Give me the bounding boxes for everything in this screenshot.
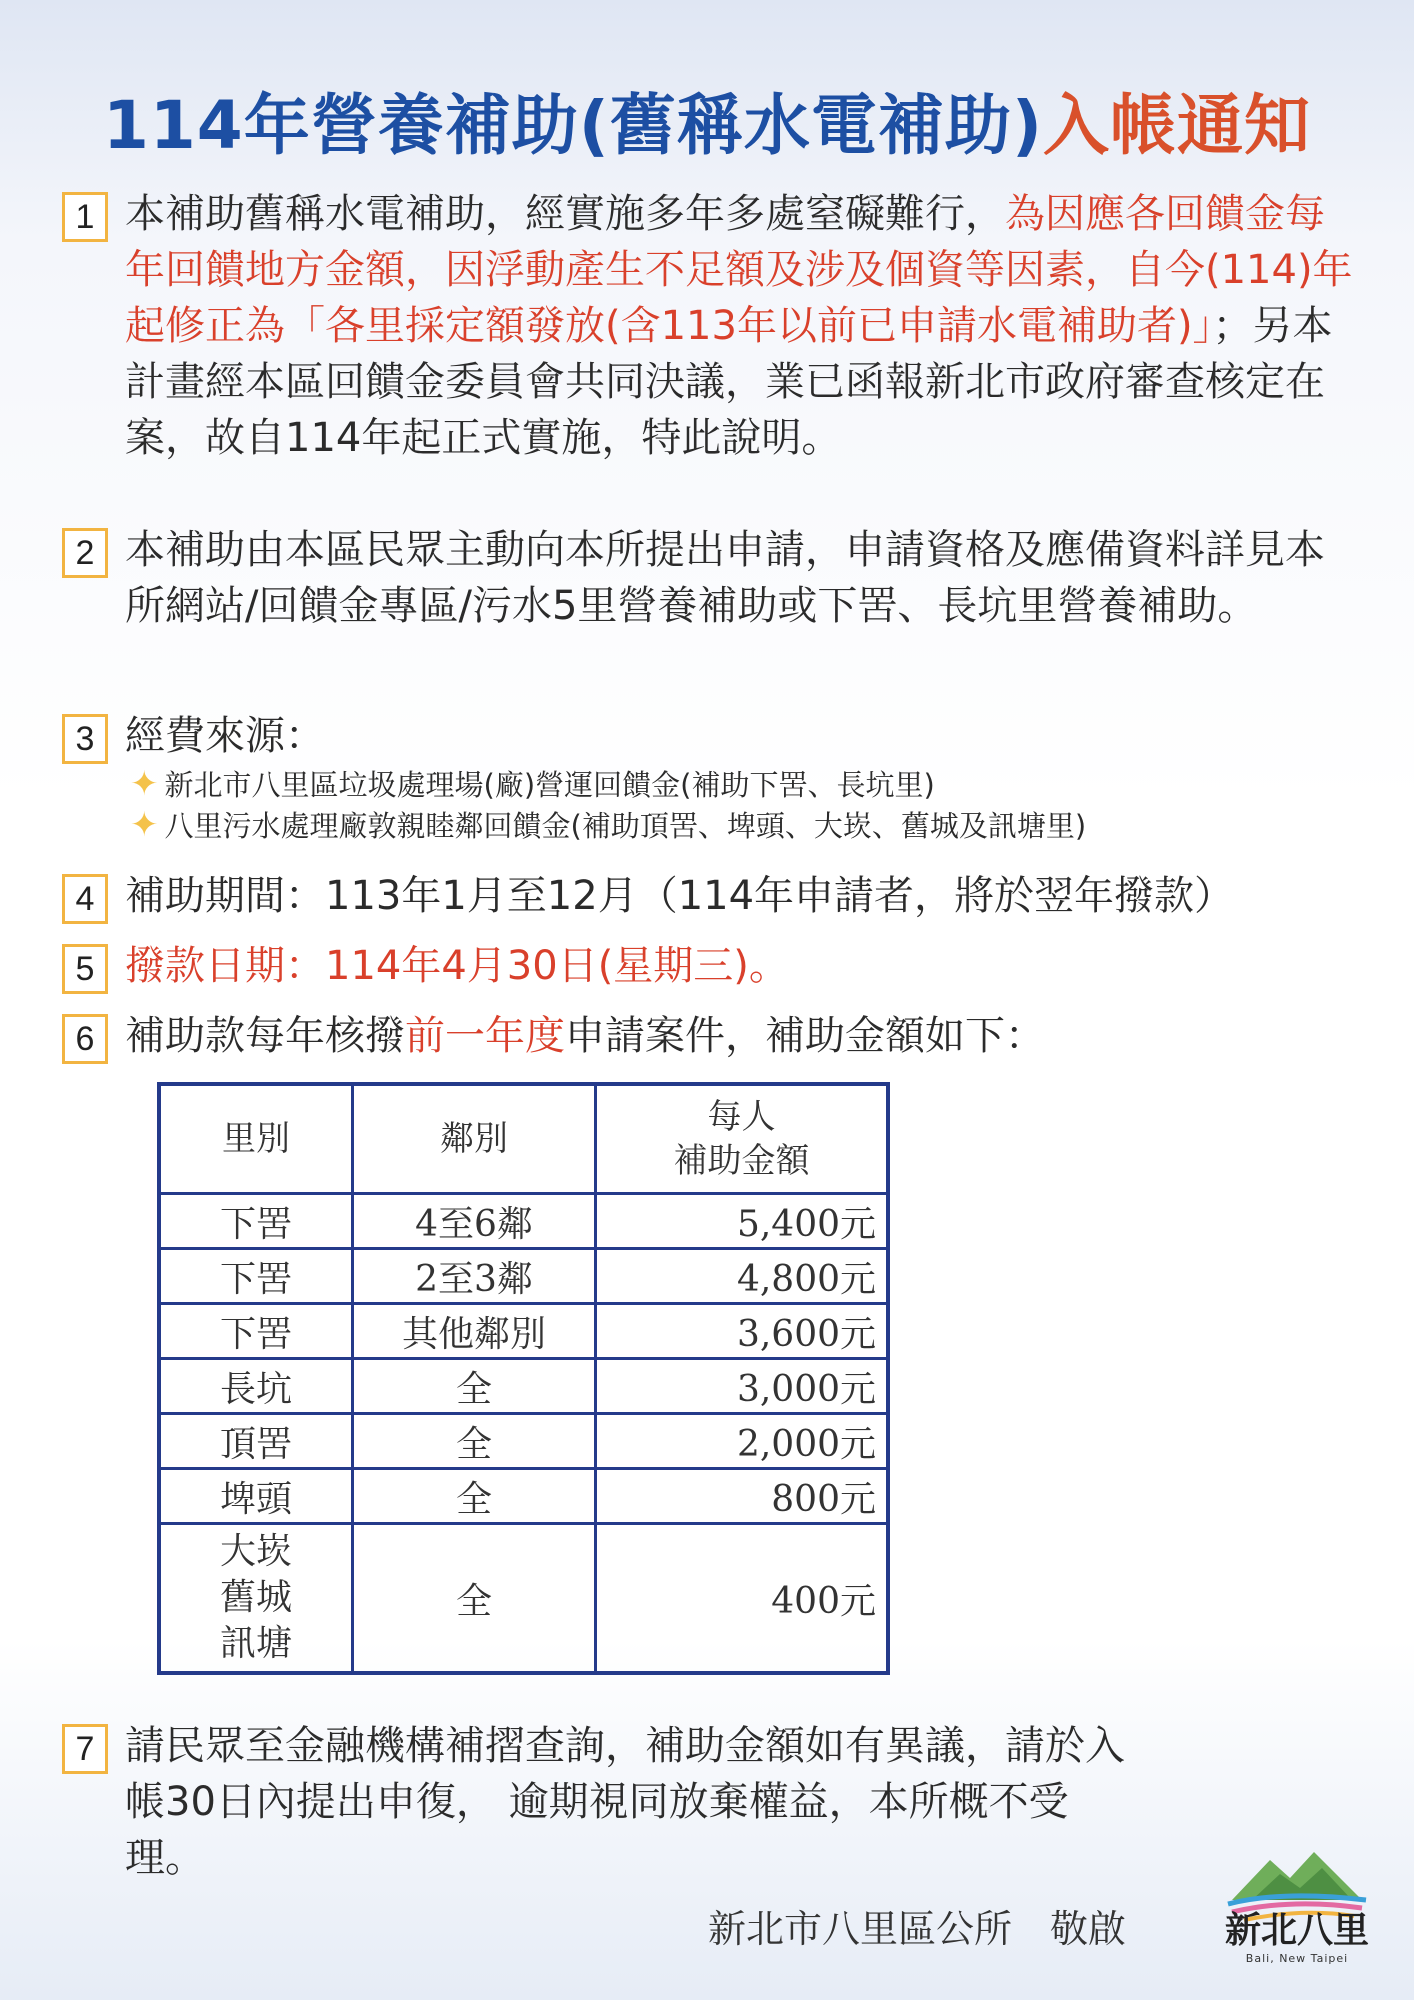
item-text: 補助期間：113年1月至12月（114年申請者，將於翌年撥款） — [125, 873, 1235, 919]
table-row: 下罟 其他鄰別 3,600元 — [159, 1304, 888, 1359]
item-text: 經費來源： — [125, 713, 325, 759]
table-row: 長坑 全 3,000元 — [159, 1359, 888, 1414]
logo-text: 新北八里 — [1224, 1909, 1369, 1951]
header-amount: 每人 補助金額 — [596, 1084, 889, 1194]
notice-item-2 — [62, 522, 1362, 634]
sparkle-icon: ✦ — [130, 764, 159, 804]
item-text: 撥款日期：114年4月30日(星期三)。 — [125, 943, 789, 989]
item-text: 請民眾至金融機構補摺查詢，補助金額如有異議，請於入帳30日內提出申復， 逾期視同放棄權益，本所概不受理。 — [125, 1723, 1125, 1881]
notice-item-3 — [62, 708, 1362, 846]
item-number: 6 — [62, 1014, 108, 1064]
item-number: 7 — [62, 1724, 108, 1774]
funding-source: ✦ 新北市八里區垃圾處理場(廠)營運回饋金(補助下罟、長坑里) — [130, 764, 935, 804]
notice-item-6 — [62, 1008, 1362, 1064]
logo-subtitle: Bali, New Taipei — [1245, 1952, 1349, 1965]
table-row: 下罟 2至3鄰 4,800元 — [159, 1249, 888, 1304]
item-number: 1 — [62, 192, 108, 242]
subsidy-table — [157, 1082, 890, 1675]
header-village: 里別 — [159, 1084, 353, 1194]
item-number: 3 — [62, 714, 108, 764]
page-title — [0, 72, 1414, 167]
table-row: 頂罟 全 2,000元 — [159, 1414, 888, 1469]
title-main: 114年營養補助(舊稱水電補助) — [102, 87, 1044, 164]
notice-item-7 — [62, 1718, 1362, 1886]
item-number: 2 — [62, 528, 108, 578]
item-text: 本補助舊稱水電補助，經實施多年多處窒礙難行，為因應各回饋金每年回饋地方金額，因浮動產生不足額及涉及個資等因素，自今(114)年起修正為「各里採定額發放(含113年以前已申請水電補助者)」；另本計畫經本區回饋金委員會共同決議，業已函報新北市政府審查核定在案，故自114年起正式實施，特此說明。 — [125, 191, 1353, 461]
table-row: 大崁 舊城 訊塘 全 400元 — [159, 1524, 888, 1674]
header-neighborhood: 鄰別 — [353, 1084, 596, 1194]
notice-item-1 — [62, 186, 1362, 466]
table-header-row — [159, 1084, 888, 1194]
notice-item-5 — [62, 938, 1362, 994]
sparkle-icon: ✦ — [130, 805, 159, 845]
footer-signature: 新北市八里區公所 敬啟 — [708, 1907, 1127, 1951]
item-number: 5 — [62, 944, 108, 994]
table-row: 埤頭 全 800元 — [159, 1469, 888, 1524]
funding-source: ✦ 八里污水處理廠敦親睦鄰回饋金(補助頂罟、埤頭、大崁、舊城及訊塘里) — [130, 805, 1087, 845]
item-number: 4 — [62, 874, 108, 924]
item-text: 本補助由本區民眾主動向本所提出申請，申請資格及應備資料詳見本所網站/回饋金專區/污水5里營養補助或下罟、長坑里營養補助。 — [125, 527, 1325, 629]
notice-item-4 — [62, 868, 1362, 924]
title-highlight: 入帳通知 — [1043, 87, 1312, 164]
item-text: 補助款每年核撥前一年度申請案件，補助金額如下： — [125, 1013, 1045, 1059]
table-row: 下罟 4至6鄰 5,400元 — [159, 1194, 888, 1249]
